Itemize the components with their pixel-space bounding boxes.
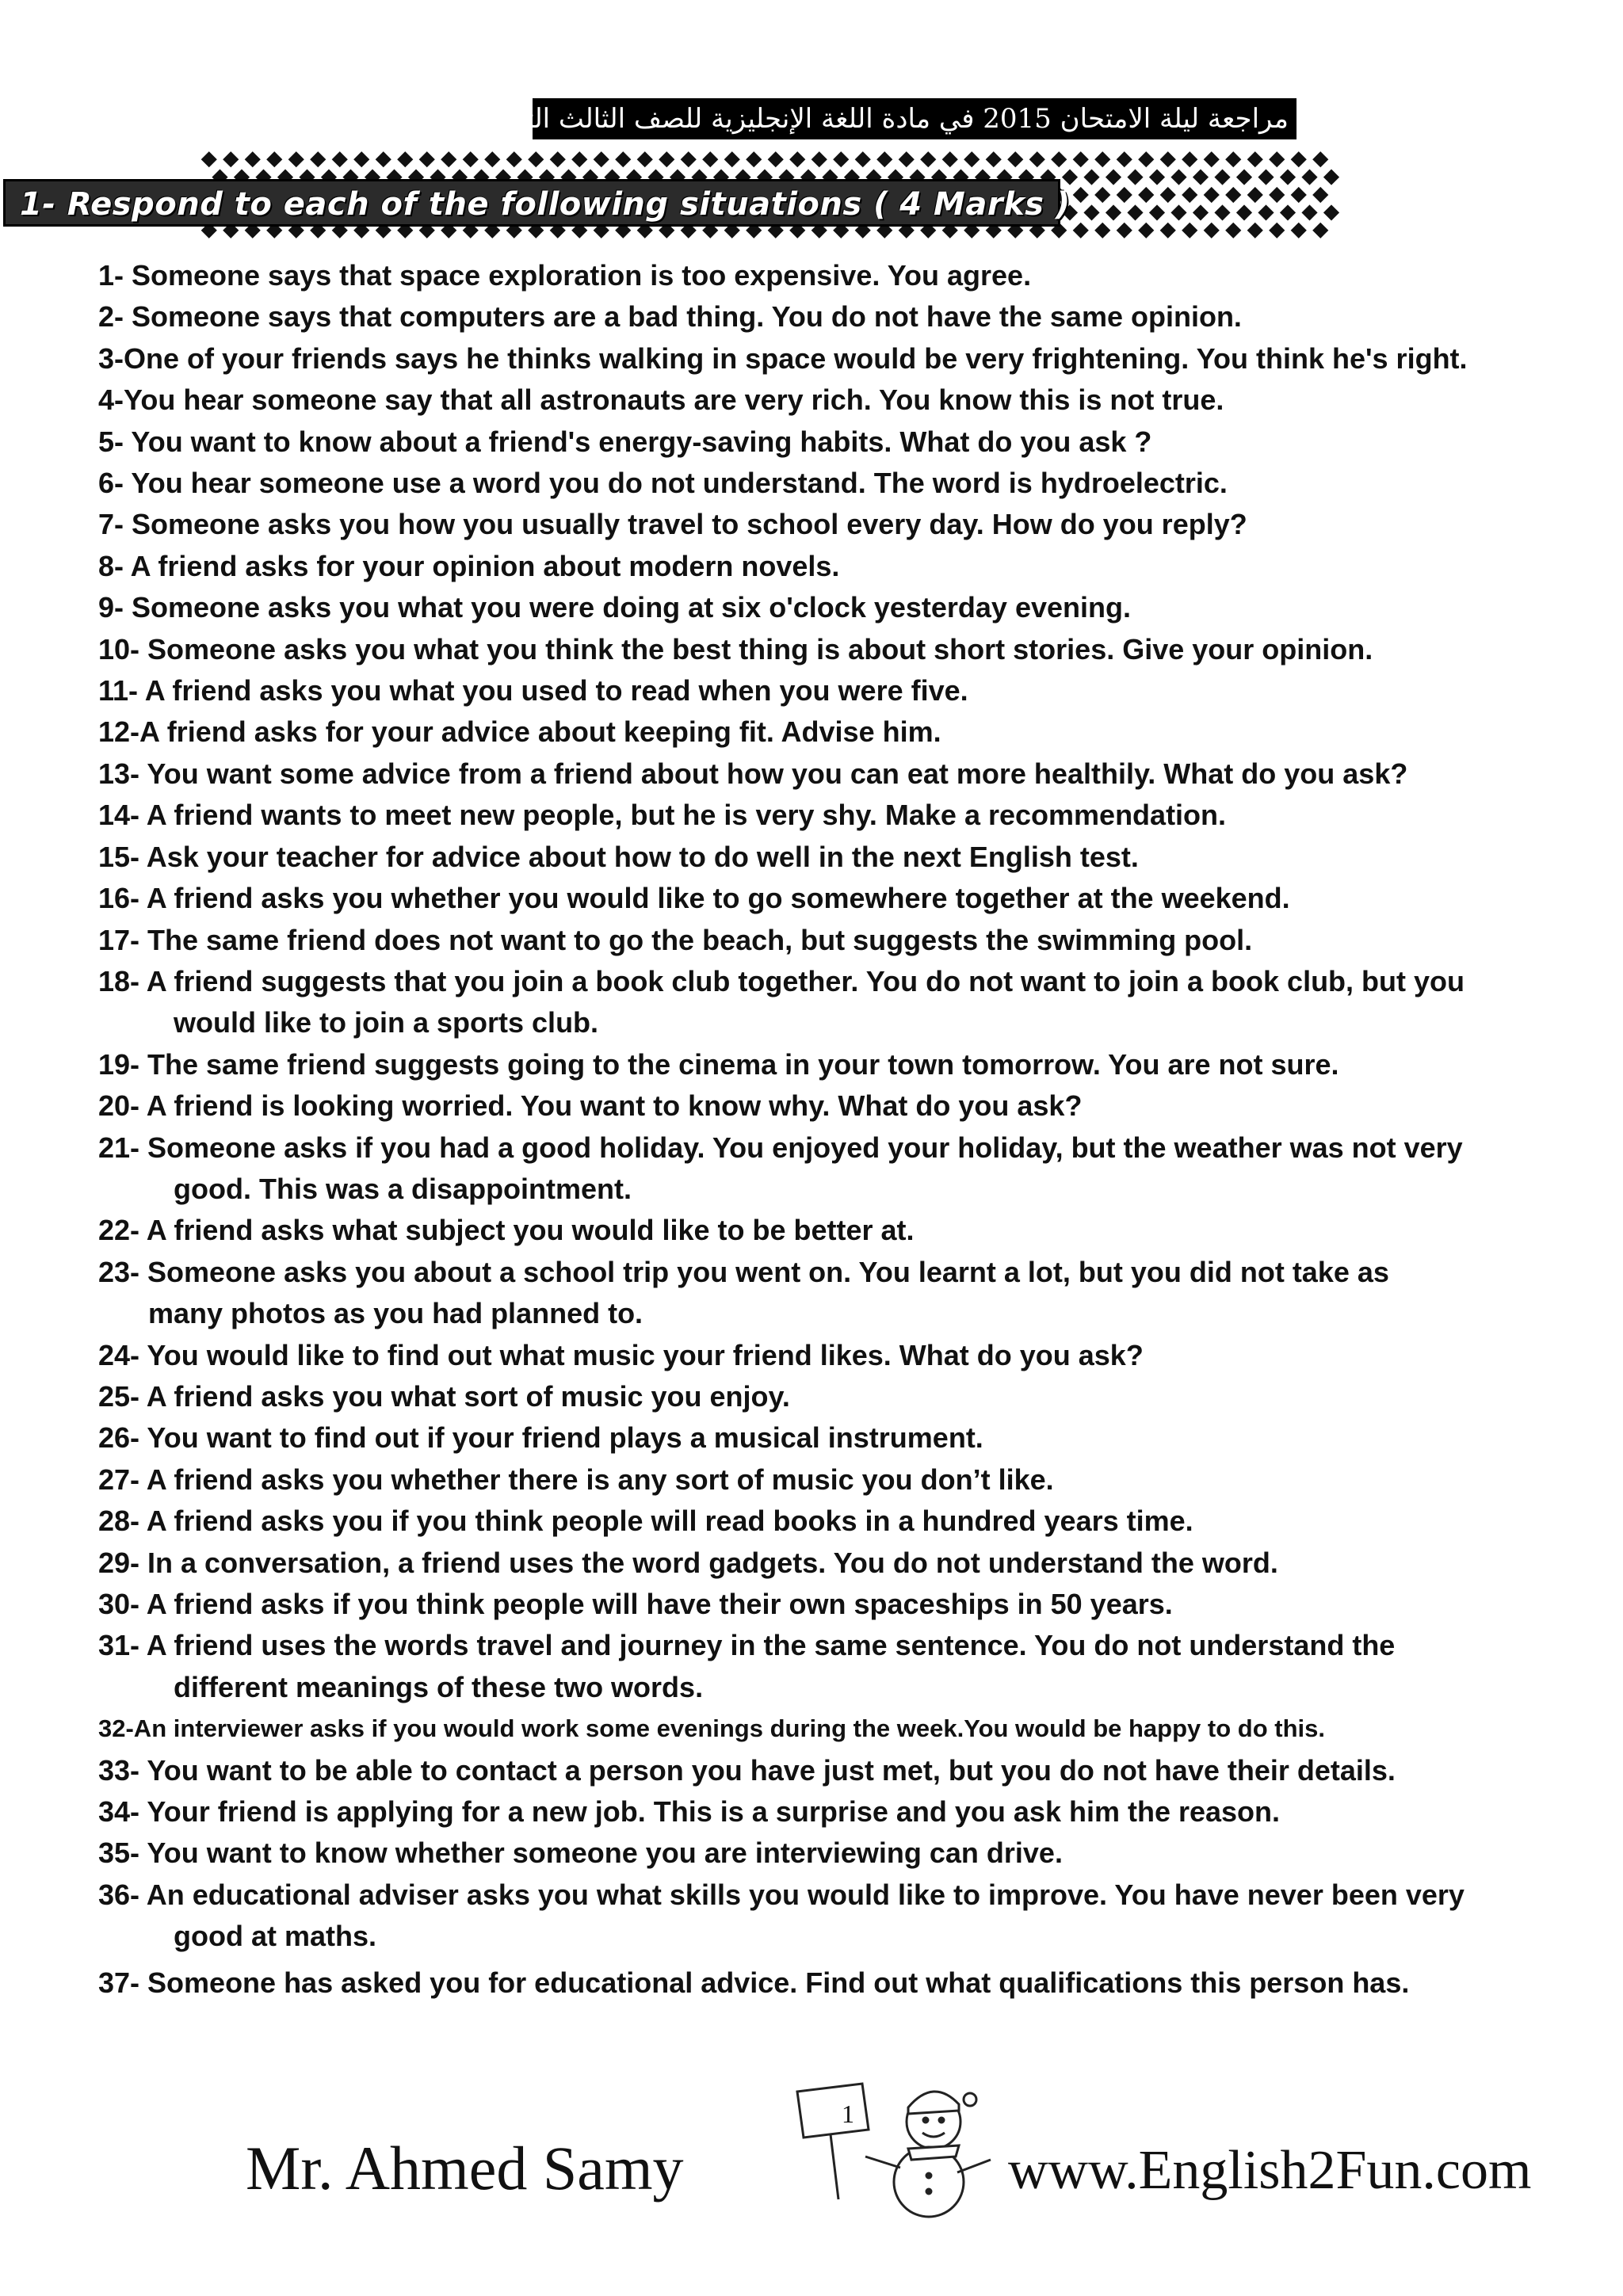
list-item xyxy=(98,1459,1596,1501)
list-item xyxy=(98,1833,1596,1874)
list-item xyxy=(98,379,1596,421)
list-item xyxy=(98,1127,1596,1211)
list-item xyxy=(98,587,1596,628)
list-item xyxy=(98,961,1596,1044)
item-text: 27- A friend asks you whether there is any sort of music you don’t like. xyxy=(98,1463,1054,1496)
list-item xyxy=(98,1376,1596,1417)
item-text-continued: good at maths. xyxy=(174,1920,377,1953)
item-text: 11- A friend asks you what you used to read when you were five. xyxy=(98,674,968,707)
list-item xyxy=(98,463,1596,504)
item-text: 8- A friend asks for your opinion about modern novels. xyxy=(98,549,840,582)
item-text: 22- A friend asks what subject you would like to be better at. xyxy=(98,1214,915,1247)
list-item xyxy=(98,1543,1596,1584)
list-item xyxy=(98,338,1596,379)
item-text-continued: good. This was a disappointment. xyxy=(174,1172,632,1205)
item-text: 15- Ask your teacher for advice about how to do well in the next English test. xyxy=(98,840,1139,873)
list-item xyxy=(98,878,1596,919)
list-item xyxy=(98,1584,1596,1625)
item-text: 12-A friend asks for your advice about keeping fit. Advise him. xyxy=(98,715,941,749)
item-text: 6- You hear someone use a word you do not understand. The word is hydroelectric. xyxy=(98,467,1228,500)
list-item xyxy=(98,1791,1596,1833)
list-item xyxy=(98,504,1596,545)
section-title: 1- Respond to each of the following situations ( 4 Marks ) xyxy=(20,186,1071,223)
page-number: 1 xyxy=(842,2100,854,2128)
item-text: 33- You want to be able to contact a person you have just met, but you do not have their details. xyxy=(98,1753,1396,1787)
list-item xyxy=(98,546,1596,587)
item-text: 24- You would like to find out what music your friend likes. What do you ask? xyxy=(98,1338,1144,1371)
list-item xyxy=(98,670,1596,711)
snowman-sign-illustration xyxy=(789,2081,1003,2223)
item-text: 4-You hear someone say that all astronauts are very rich. You know this is not true. xyxy=(98,383,1224,417)
item-text: 26- You want to find out if your friend plays a musical instrument. xyxy=(98,1421,983,1455)
section-header xyxy=(3,179,1071,227)
item-text: 31- A friend uses the words travel and journey in the same sentence. You do not understand the xyxy=(98,1629,1396,1662)
item-text: 34- Your friend is applying for a new job. This is a surprise and you ask him the reason. xyxy=(98,1795,1281,1829)
website-url: www.English2Fun.com xyxy=(1008,2140,1532,2201)
item-text: 20- A friend is looking worried. You want to know why. What do you ask? xyxy=(98,1089,1083,1123)
list-item xyxy=(98,1962,1596,2004)
item-text: 23- Someone asks you about a school trip you went on. You learnt a lot, but you did not take as xyxy=(98,1255,1389,1288)
list-item xyxy=(98,1501,1596,1542)
list-item xyxy=(98,920,1596,961)
list-item xyxy=(98,1875,1596,1958)
item-text: 32-An interviewer asks if you would work some evenings during the week.You would be happy to do this. xyxy=(98,1714,1325,1743)
item-text-continued: different meanings of these two words. xyxy=(174,1670,704,1703)
item-text: 25- A friend asks you what sort of music you enjoy. xyxy=(98,1379,790,1413)
item-text: 17- The same friend does not want to go the beach, but suggests the swimming pool. xyxy=(98,923,1253,956)
list-item xyxy=(98,629,1596,670)
item-text: 14- A friend wants to meet new people, but he is very shy. Make a recommendation. xyxy=(98,799,1227,832)
item-text: 16- A friend asks you whether you would like to go somewhere together at the weekend. xyxy=(98,882,1290,915)
list-item xyxy=(98,1625,1596,1708)
item-text-continued: would like to join a sports club. xyxy=(174,1006,599,1039)
item-text: 18- A friend suggests that you join a book club together. You do not want to join a book club, but you xyxy=(98,964,1465,997)
list-item xyxy=(98,837,1596,878)
item-text: 36- An educational adviser asks you what skills you would like to improve. You have never been very xyxy=(98,1878,1465,1911)
list-item xyxy=(98,255,1596,296)
list-item xyxy=(98,1417,1596,1459)
item-text: 35- You want to know whether someone you are interviewing can drive. xyxy=(98,1836,1063,1870)
list-item xyxy=(98,296,1596,338)
item-text: 9- Someone asks you what you were doing at six o'clock yesterday evening. xyxy=(98,591,1131,624)
arabic-header-banner: مراجعة ليلة الامتحان 2015 في مادة اللغة الإنجليزية للصف الثالث الثانوي xyxy=(533,98,1296,139)
item-text: 29- In a conversation, a friend uses the word gadgets. You do not understand the word. xyxy=(98,1546,1278,1579)
list-item xyxy=(98,1708,1596,1749)
item-text: 1- Someone says that space exploration is too expensive. You agree. xyxy=(98,259,1032,292)
item-text: 19- The same friend suggests going to the cinema in your town tomorrow. You are not sure. xyxy=(98,1047,1339,1081)
item-text: 3-One of your friends says he thinks walking in space would be very frightening. You think he's right. xyxy=(98,341,1468,375)
list-item xyxy=(98,1044,1596,1085)
list-item xyxy=(98,421,1596,463)
item-text: 30- A friend asks if you think people will have their own spaceships in 50 years. xyxy=(98,1588,1173,1620)
item-text: 37- Someone has asked you for educational advice. Find out what qualifications this person has. xyxy=(98,1966,1410,1999)
list-item xyxy=(98,1210,1596,1251)
list-item xyxy=(98,1085,1596,1127)
list-item xyxy=(98,795,1596,836)
list-item xyxy=(98,711,1596,753)
item-text: 13- You want some advice from a friend about how you can eat more healthily. What do you ask? xyxy=(98,757,1408,790)
item-text-continued: many photos as you had planned to. xyxy=(148,1297,643,1330)
list-item xyxy=(98,1252,1596,1335)
item-text: 21- Someone asks if you had a good holiday. You enjoyed your holiday, but the weather was not very xyxy=(98,1131,1463,1164)
item-text: 28- A friend asks you if you think people will read books in a hundred years time. xyxy=(98,1505,1193,1538)
item-text: 2- Someone says that computers are a bad thing. You do not have the same opinion. xyxy=(98,300,1242,334)
item-text: 10- Someone asks you what you think the best thing is about short stories. Give your opinion. xyxy=(98,632,1373,666)
list-item xyxy=(98,1335,1596,1376)
list-item xyxy=(98,753,1596,795)
item-text: 5- You want to know about a friend's energy-saving habits. What do you ask ? xyxy=(98,425,1152,458)
author-name: Mr. Ahmed Samy xyxy=(246,2134,684,2203)
situations-list xyxy=(98,255,1596,2004)
item-text: 7- Someone asks you how you usually travel to school every day. How do you reply? xyxy=(98,508,1247,541)
list-item xyxy=(98,1750,1596,1791)
